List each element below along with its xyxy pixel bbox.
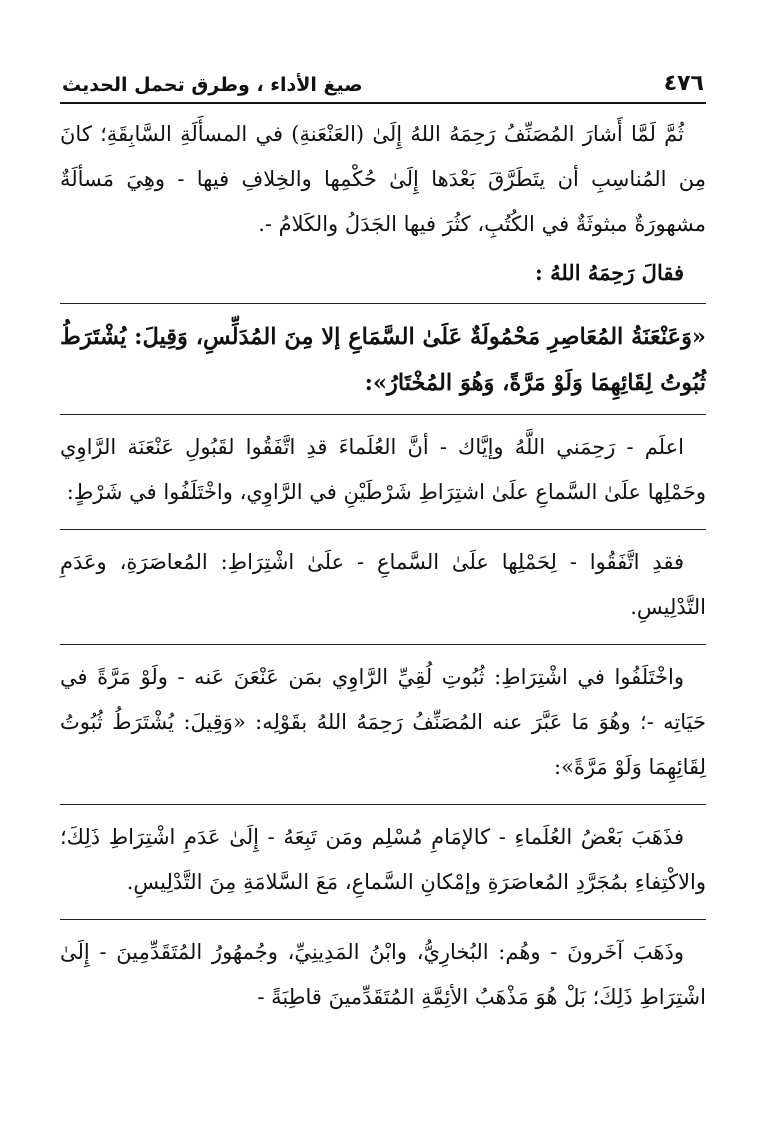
matn-quote: «وَعَنْعَنَةُ المُعَاصِرِ مَحْمُولَةٌ عَلَىٰ السَّمَاعِ إلا مِنَ المُدَلِّسِ، وَقِيلَ: يُشْتَرَطُ ثُبُوتُ لِقَائِهِمَا وَلَوْ مَرَّةً، وَهُوَ المُخْتَارُ»:: [59, 324, 706, 396]
divider-1: [60, 529, 706, 530]
paragraph-5: وذَهَبَ آخَرونَ - وهُم: البُخارِيُّ، وابْنُ المَدِينِيِّ، وجُمهُورُ المُتَقَدِّمِينَ - إِلَىٰ اشْتِرَاطِ ذَلِكَ؛ بَلْ هُوَ مَذْهَبُ الأئِمَّةِ المُتَقَدِّمينَ قاطِبَةً -: [60, 940, 706, 1009]
page-number: ٤٧٦: [663, 71, 704, 96]
paragraph-2: فقدِ اتَّفَقُوا - لِحَمْلِها علَىٰ السَّماعِ - علَىٰ اشْتِرَاطِ: المُعاصَرَةِ، وعَدَمِ التَّدْلِيسِ.: [60, 550, 706, 619]
running-title: صيغ الأداء ، وطرق تحمل الحديث: [62, 74, 363, 96]
divider-3: [60, 804, 706, 805]
page-body: [60, 104, 706, 1020]
fa-qala-line: فقالَ رَحِمَهُ اللهُ :: [535, 260, 684, 285]
matn-bottom-divider: [60, 414, 706, 415]
intro-paragraph: ثُمَّ لَمَّا أَشارَ المُصَنِّفُ رَحِمَهُ اللهُ إِلَىٰ (العَنْعَنةِ) في المسأَلَةِ السَّابِقَةِ؛ كانَ مِن المُناسِبِ أن يتَطَرَّقَ بَعْدَها إِلَىٰ حُكْمِها والخِلافِ فيها - وهِيَ مَسألَةٌ مشهورَةٌ مبثوثَةٌ في الكُتُبِ، كثُرَ فيها الجَدَلُ والكَلامُ -.: [60, 122, 706, 236]
page-header: [60, 62, 706, 104]
paragraph-4: فذَهَبَ بَعْضُ العُلَماءِ - كالإمَامِ مُسْلِم ومَن تَبِعَهُ - إِلَىٰ عَدَمِ اشْتِرَاطِ ذَلِكَ؛ والاكْتِفاءِ بمُجَرَّدِ المُعاصَرَةِ وإمْكانِ السَّماعِ، مَعَ السَّلامَةِ مِنَ التَّدْلِيسِ.: [60, 825, 706, 894]
paragraph-3: واخْتَلَفُوا في اشْتِرَاطِ: ثُبُوتِ لُقِيِّ الرَّاوِي بمَن عَنْعَنَ عَنه - ولَوْ مَرَّةً في حَيَاتِه -؛ وهُوَ مَا عَبَّرَ عنه المُصَنِّفُ رَحِمَهُ اللهُ بقَوْلِه: «وَقِيلَ: يُشْتَرَطُ ثُبُوتُ لِقَائِهِمَا وَلَوْ مَرَّةً»:: [60, 665, 706, 779]
matn-top-divider: [60, 303, 706, 304]
paragraph-1: اعلَم - رَحِمَني اللَّهُ وإيَّاك - أنَّ العُلَماءَ قدِ اتَّفَقُوا لقَبُولِ عَنْعَنَة الرَّاوِي وحَمْلِها علَىٰ السَّماعِ علَىٰ اشتِرَاطِ شَرْطَيْنِ في الرَّاوِي، واخْتَلَفُوا في شَرْطٍ:: [60, 435, 706, 504]
divider-4: [60, 919, 706, 920]
divider-2: [60, 644, 706, 645]
